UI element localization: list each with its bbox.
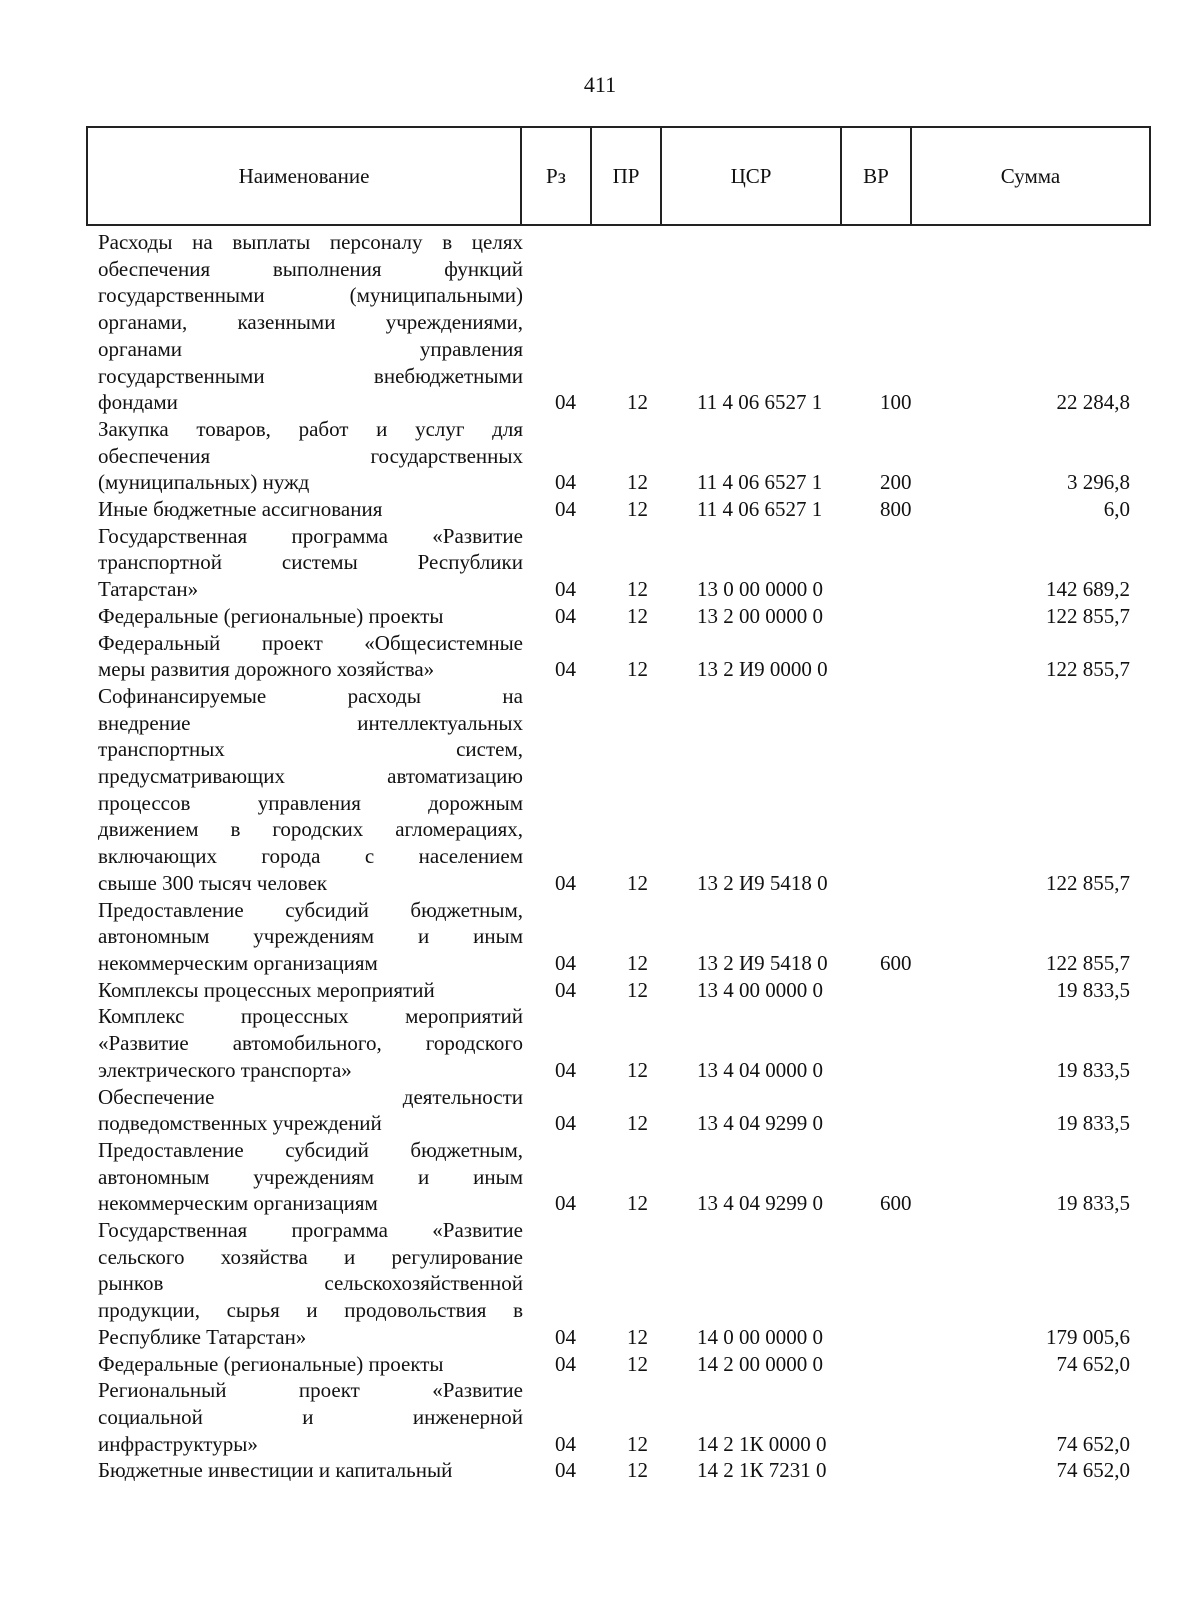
row-rz: 04 <box>555 870 576 895</box>
row-name-line: Федеральные (региональные) проекты <box>98 1351 444 1376</box>
row-rz: 04 <box>555 1191 576 1216</box>
header-rz: Рз <box>522 128 592 224</box>
row-pr: 12 <box>627 1351 648 1376</box>
header-csr: ЦСР <box>662 128 842 224</box>
row-name-line: продукции, сырья и продовольствия в <box>98 1298 523 1323</box>
row-name-line: процессов управления дорожным <box>98 790 523 815</box>
row-pr: 12 <box>627 577 648 602</box>
row-vr: 600 <box>880 1191 912 1216</box>
row-csr: 11 4 06 6527 1 <box>697 470 823 495</box>
row-pr: 12 <box>627 1324 648 1349</box>
row-vr: 100 <box>880 390 912 415</box>
row-pr: 12 <box>627 1057 648 1082</box>
page-number: 411 <box>583 72 617 97</box>
row-csr: 14 2 1К 0000 0 <box>697 1431 827 1456</box>
table-row <box>0 1457 1200 1484</box>
row-name <box>98 683 523 897</box>
row-name-line: Государственная программа «Развитие <box>98 1218 523 1243</box>
row-name <box>98 1217 523 1351</box>
row-pr: 12 <box>627 1111 648 1136</box>
row-rz: 04 <box>555 577 576 602</box>
row-sum: 22 284,8 <box>1056 390 1130 415</box>
row-pr: 12 <box>627 497 648 522</box>
row-csr: 14 2 1К 7231 0 <box>697 1458 827 1483</box>
row-pr: 12 <box>627 1431 648 1456</box>
row-name-line: фондами <box>98 390 178 415</box>
row-sum: 19 833,5 <box>1056 1057 1130 1082</box>
row-name-line: Федеральные (региональные) проекты <box>98 603 444 628</box>
row-name-line: государственными (муниципальными) <box>98 283 523 308</box>
row-vr: 800 <box>880 497 912 522</box>
row-name-line: Татарстан» <box>98 577 199 602</box>
row-csr: 13 2 И9 5418 0 <box>697 870 828 895</box>
row-name-line: государственными внебюджетными <box>98 363 523 388</box>
row-rz: 04 <box>555 497 576 522</box>
row-name-line: сельского хозяйства и регулирование <box>98 1244 523 1269</box>
row-name-line: некоммерческим организациям <box>98 950 378 975</box>
row-rz: 04 <box>555 390 576 415</box>
row-pr: 12 <box>627 470 648 495</box>
row-name <box>98 1137 523 1217</box>
row-name <box>98 1457 523 1484</box>
row-name-line: транспортных систем, <box>98 737 523 762</box>
row-name-line: органами управления <box>98 336 523 361</box>
row-name <box>98 1084 523 1137</box>
table-row <box>0 1084 1200 1137</box>
row-rz: 04 <box>555 1111 576 1136</box>
row-name-line: движением в городских агломерациях, <box>98 817 523 842</box>
table-row <box>0 523 1200 603</box>
row-csr: 11 4 06 6527 1 <box>697 390 823 415</box>
row-name-line: Бюджетные инвестиции и капитальный <box>98 1458 453 1483</box>
table-row <box>0 630 1200 683</box>
row-csr: 13 4 04 9299 0 <box>697 1191 823 1216</box>
table-body <box>0 229 1200 1484</box>
row-name-line: предусматривающих автоматизацию <box>98 764 523 789</box>
row-name-line: Комплексы процессных мероприятий <box>98 977 435 1002</box>
row-name <box>98 229 523 416</box>
row-pr: 12 <box>627 603 648 628</box>
row-csr: 13 2 И9 5418 0 <box>697 950 828 975</box>
row-name-line: подведомственных учреждений <box>98 1111 382 1136</box>
row-name <box>98 496 523 523</box>
row-name-line: транспортной системы Республики <box>98 550 523 575</box>
row-name <box>98 630 523 683</box>
table-row <box>0 1217 1200 1351</box>
table-row <box>0 1003 1200 1083</box>
row-name-line: автономным учреждениям и иным <box>98 924 523 949</box>
row-name-line: (муниципальных) нужд <box>98 470 310 495</box>
row-name-line: Предоставление субсидий бюджетным, <box>98 897 523 922</box>
row-name <box>98 1003 523 1083</box>
row-rz: 04 <box>555 1351 576 1376</box>
row-rz: 04 <box>555 603 576 628</box>
row-pr: 12 <box>627 390 648 415</box>
row-pr: 12 <box>627 1458 648 1483</box>
row-csr: 14 2 00 0000 0 <box>697 1351 823 1376</box>
row-name-line: Расходы на выплаты персоналу в целях <box>98 230 523 254</box>
row-name <box>98 1377 523 1457</box>
row-csr: 13 2 00 0000 0 <box>697 603 823 628</box>
row-sum: 19 833,5 <box>1056 977 1130 1002</box>
row-sum: 122 855,7 <box>1046 870 1130 895</box>
table-row <box>0 416 1200 496</box>
row-sum: 74 652,0 <box>1056 1431 1130 1456</box>
row-rz: 04 <box>555 657 576 682</box>
row-vr: 600 <box>880 950 912 975</box>
row-pr: 12 <box>627 657 648 682</box>
row-name-line: «Развитие автомобильного, городского <box>98 1031 523 1056</box>
table-row <box>0 1351 1200 1378</box>
row-sum: 122 855,7 <box>1046 657 1130 682</box>
row-name-line: меры развития дорожного хозяйства» <box>98 657 435 682</box>
row-name-line: Комплекс процессных мероприятий <box>98 1004 523 1029</box>
row-name <box>98 416 523 496</box>
row-name-line: Иные бюджетные ассигнования <box>98 497 383 522</box>
row-sum: 6,0 <box>1103 497 1130 522</box>
table-row <box>0 683 1200 897</box>
row-name <box>98 1351 523 1378</box>
row-sum: 74 652,0 <box>1056 1351 1130 1376</box>
row-sum: 19 833,5 <box>1056 1111 1130 1136</box>
row-name <box>98 523 523 603</box>
header-sum: Сумма <box>1000 163 1061 188</box>
row-rz: 04 <box>555 1431 576 1456</box>
row-name <box>98 603 523 630</box>
row-name <box>98 977 523 1004</box>
row-csr: 11 4 06 6527 1 <box>697 497 823 522</box>
row-rz: 04 <box>555 1458 576 1483</box>
row-csr: 13 0 00 0000 0 <box>697 577 823 602</box>
row-name-line: некоммерческим организациям <box>98 1191 378 1216</box>
table-row <box>0 1377 1200 1457</box>
header-name: Наименование <box>88 128 522 224</box>
row-csr: 13 2 И9 0000 0 <box>697 657 828 682</box>
header-vr: ВР <box>842 128 912 224</box>
row-name-line: внедрение интеллектуальных <box>98 710 523 735</box>
row-sum: 19 833,5 <box>1056 1191 1130 1216</box>
row-pr: 12 <box>627 950 648 975</box>
row-csr: 13 4 00 0000 0 <box>697 977 823 1002</box>
row-pr: 12 <box>627 977 648 1002</box>
header-pr: ПР <box>592 128 662 224</box>
row-name-line: свыше 300 тысяч человек <box>98 870 328 895</box>
row-name-line: инфраструктуры» <box>98 1431 258 1456</box>
table-row <box>0 603 1200 630</box>
row-sum: 74 652,0 <box>1056 1458 1130 1483</box>
row-rz: 04 <box>555 977 576 1002</box>
row-vr: 200 <box>880 470 912 495</box>
table-row <box>0 897 1200 977</box>
row-csr: 14 0 00 0000 0 <box>697 1324 823 1349</box>
row-name-line: Республике Татарстан» <box>98 1324 307 1349</box>
row-sum: 142 689,2 <box>1046 577 1130 602</box>
row-name-line: включающих города с населением <box>98 844 523 869</box>
row-name-line: рынков сельскохозяйственной <box>98 1271 523 1296</box>
table-row <box>0 1137 1200 1217</box>
row-rz: 04 <box>555 1324 576 1349</box>
row-name-line: Софинансируемые расходы на <box>98 683 523 708</box>
table-header <box>86 126 1151 226</box>
row-name-line: органами, казенными учреждениями, <box>98 310 523 335</box>
row-name-line: обеспечения выполнения функций <box>98 256 523 281</box>
row-name-line: социальной и инженерной <box>98 1404 523 1429</box>
row-sum: 179 005,6 <box>1046 1324 1130 1349</box>
row-name-line: электрического транспорта» <box>98 1057 352 1082</box>
row-csr: 13 4 04 0000 0 <box>697 1057 823 1082</box>
row-name-line: Закупка товаров, работ и услуг для <box>98 416 523 441</box>
row-rz: 04 <box>555 950 576 975</box>
row-name <box>98 897 523 977</box>
table-row <box>0 977 1200 1004</box>
row-name-line: Обеспечение деятельности <box>98 1084 523 1109</box>
row-pr: 12 <box>627 1191 648 1216</box>
row-sum: 3 296,8 <box>1067 470 1130 495</box>
row-name-line: Предоставление субсидий бюджетным, <box>98 1137 523 1162</box>
row-csr: 13 4 04 9299 0 <box>697 1111 823 1136</box>
row-name-line: Государственная программа «Развитие <box>98 523 523 548</box>
table-row <box>0 229 1200 416</box>
row-name-line: Федеральный проект «Общесистемные <box>98 630 523 655</box>
row-name-line: Региональный проект «Развитие <box>98 1378 523 1403</box>
row-name-line: автономным учреждениям и иным <box>98 1164 523 1189</box>
row-name-line: обеспечения государственных <box>98 443 523 468</box>
table-row <box>0 496 1200 523</box>
row-rz: 04 <box>555 1057 576 1082</box>
row-rz: 04 <box>555 470 576 495</box>
row-pr: 12 <box>627 870 648 895</box>
row-sum: 122 855,7 <box>1046 603 1130 628</box>
row-sum: 122 855,7 <box>1046 950 1130 975</box>
